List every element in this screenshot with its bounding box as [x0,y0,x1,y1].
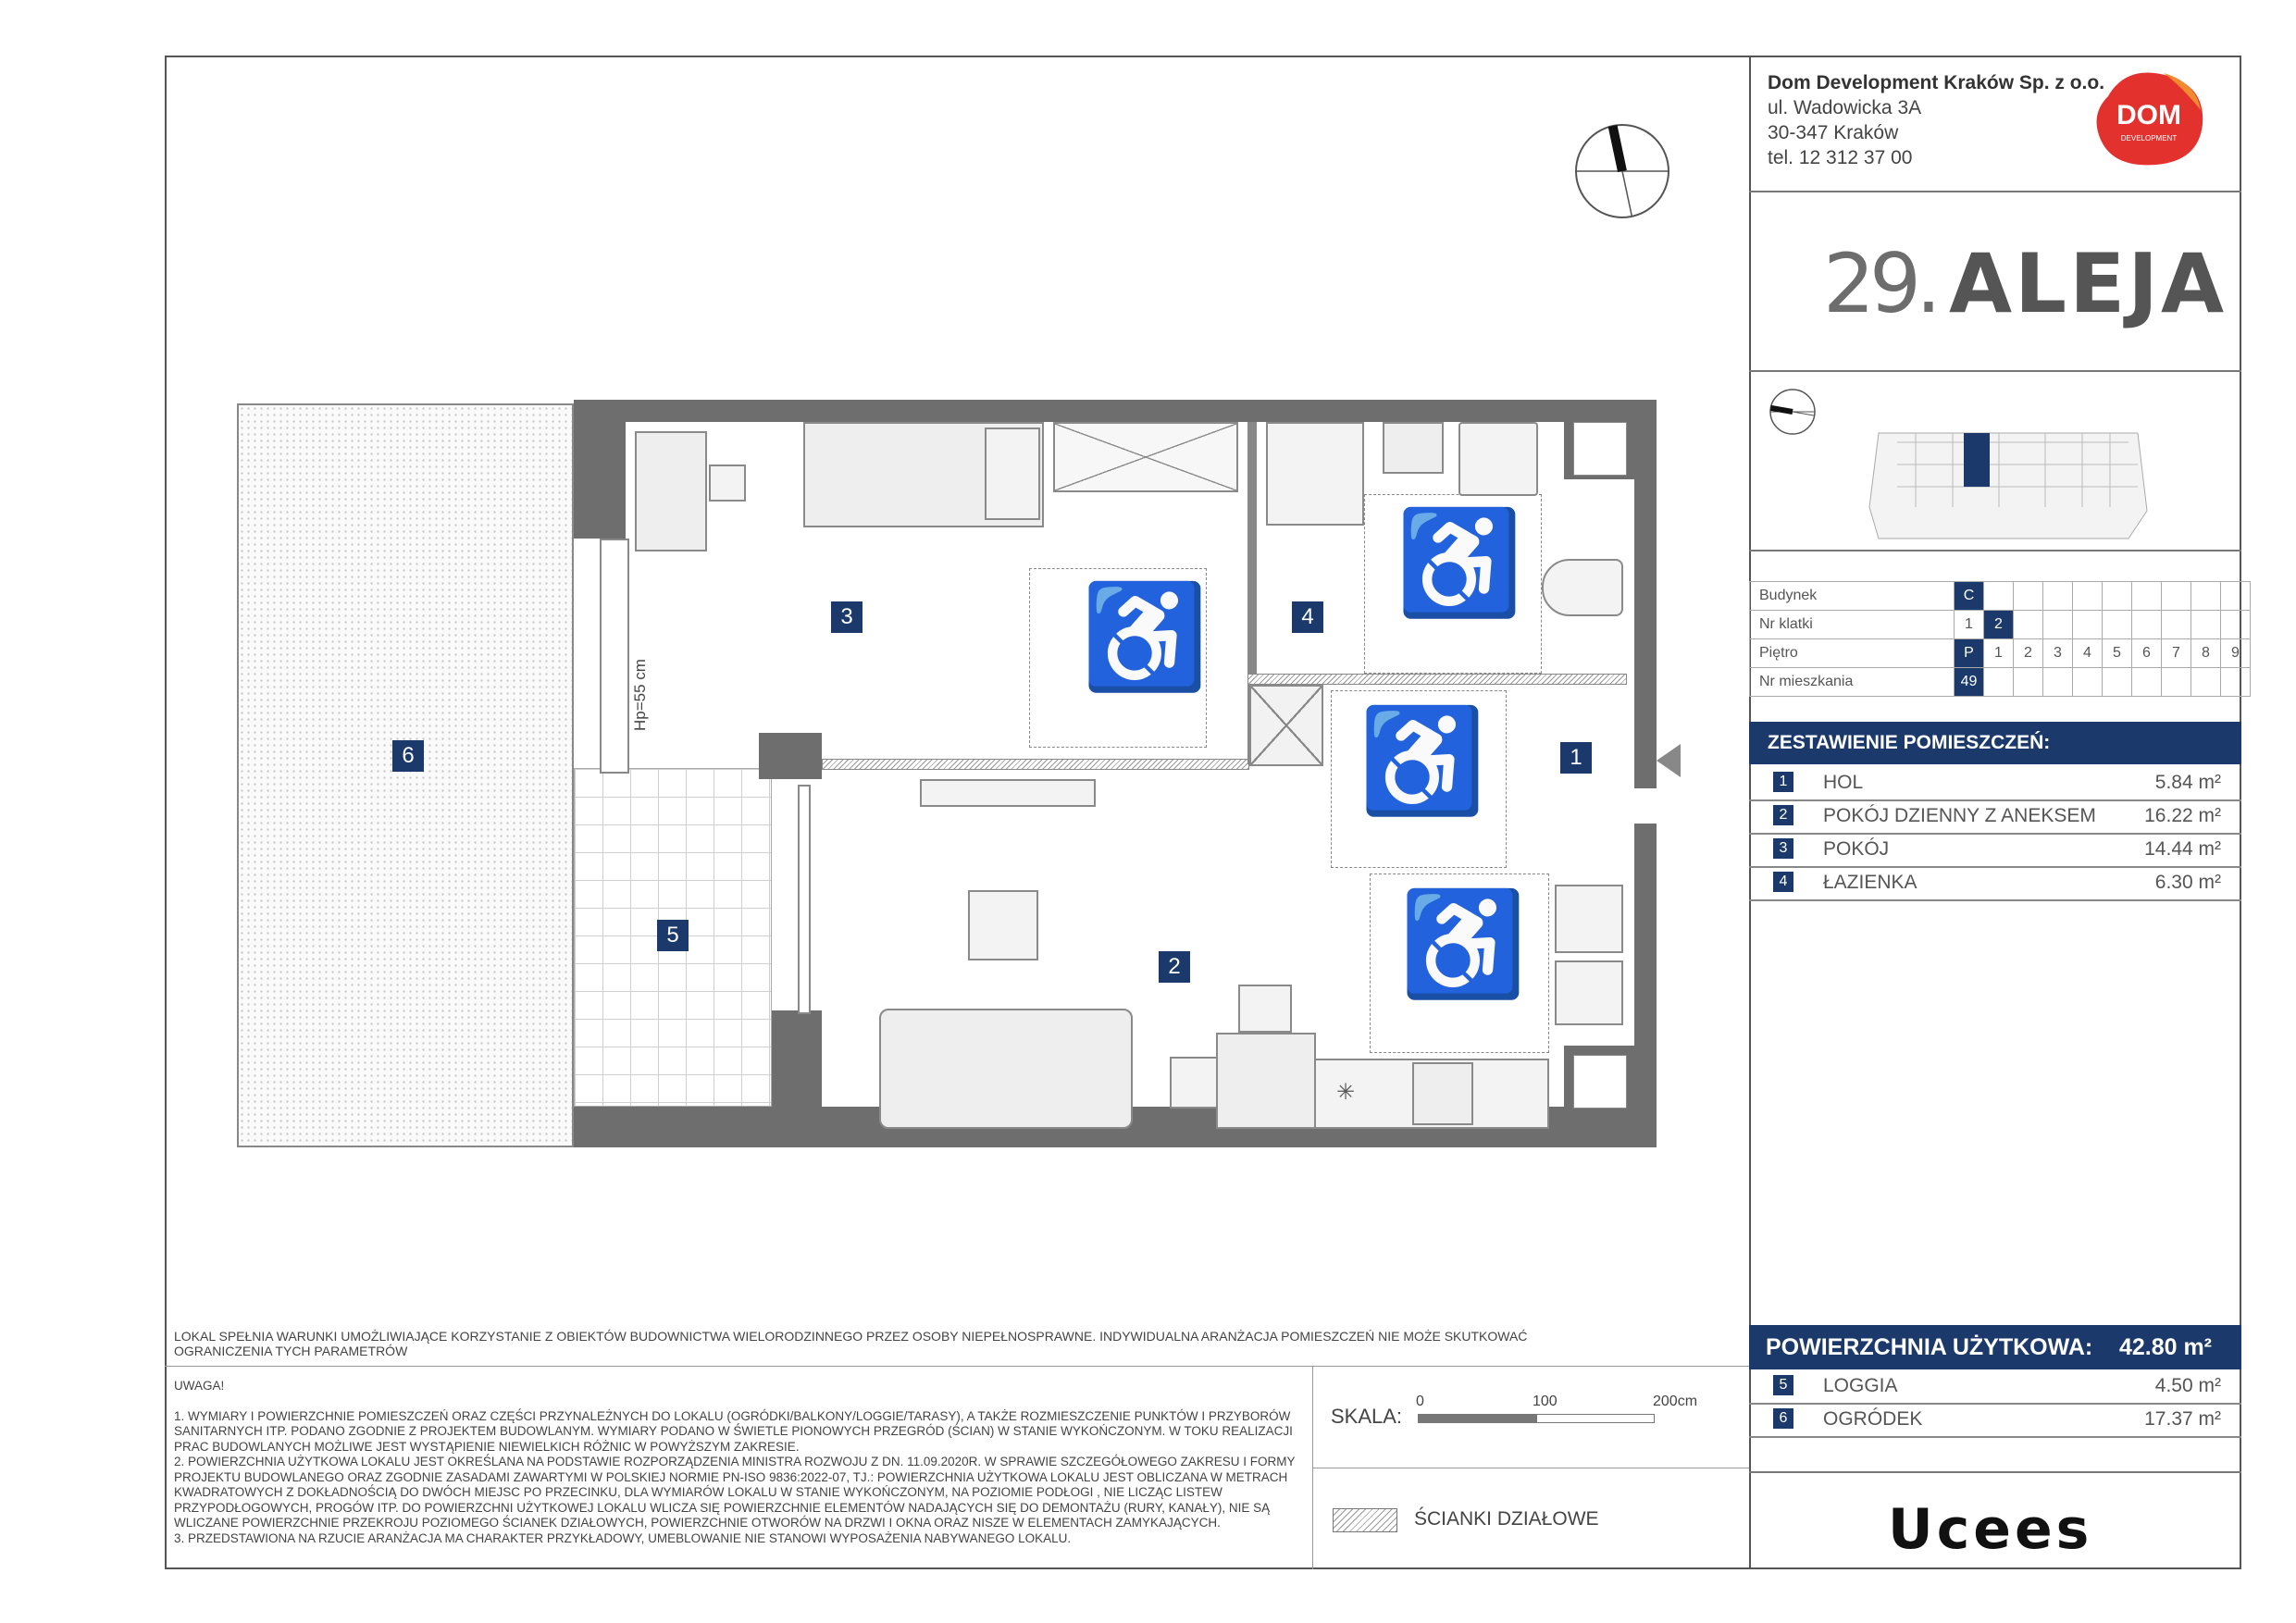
scale-tick-100: 100 [1533,1394,1558,1409]
room-row-area: 16.22 m² [2144,805,2221,826]
room-row-area: 14.44 m² [2144,838,2221,860]
dining-table [1216,1033,1316,1129]
floor-cell: 5 [2103,639,2132,668]
window-room3 [600,539,629,774]
company-phone: tel. 12 312 37 00 [1768,147,1913,168]
extra-row-index: 6 [1773,1408,1793,1429]
tv-console [920,779,1096,807]
room-number-3: 3 [831,601,863,633]
extra-row [1749,1369,2241,1405]
floor-cell: 4 [2073,639,2103,668]
room-row-area: 5.84 m² [2154,772,2221,793]
wall-column [759,733,822,779]
garden-area [237,403,574,1147]
building-value: C [1955,582,1984,611]
floor-cell: 3 [2043,639,2073,668]
stair-2: 2 [1984,611,2014,639]
extra-row-area: 4.50 m² [2154,1375,2221,1396]
floor-cell: 7 [2162,639,2191,668]
room-row-area: 6.30 m² [2154,872,2221,893]
partition-wall [822,759,1249,770]
room-row-index: 2 [1773,805,1793,825]
remarks-p3: 3. PRZEDSTAWIONA NA RZUCIE ARANŻACJA MA CHARAKTER PRZYKŁADOWY, UMEBLOWANIE NIE STANOWI WYPOSAŻENIA NABYWANEGO LOKALU. [174,1530,1072,1545]
wall-top [574,400,1657,422]
building-label: Budynek [1750,582,1955,611]
shaft-top [1573,422,1627,476]
apartment-info-table [1749,581,2251,697]
total-area-bar [1749,1325,2241,1369]
room-row [1749,833,2241,868]
extra-row [1749,1403,2241,1438]
company-street: ul. Wadowicka 3A [1768,97,1922,118]
floor-cell: 8 [2191,639,2221,668]
stair-1: 1 [1955,611,1984,639]
chair [709,465,746,502]
scale-bar [1418,1414,1655,1423]
flat-value: 49 [1955,668,1984,697]
kitchen-sink [1555,885,1623,953]
room-row [1749,866,2241,901]
extra-row-name: LOGGIA [1823,1375,1898,1396]
logo-main-text: DOM [2116,100,2181,130]
divider [165,1366,1749,1367]
remarks-title: UWAGA! [174,1379,225,1393]
window-living [798,785,811,1014]
extra-row-index: 5 [1773,1375,1793,1395]
remarks [174,1379,1305,1546]
floor-cell: 1 [1984,639,2014,668]
floor-cell: 9 [2221,639,2251,668]
stair-label: Nr klatki [1750,611,1955,639]
room-row-index: 3 [1773,838,1793,859]
scale-tick-0: 0 [1416,1394,1424,1409]
project-number: 29. [1823,236,1936,331]
pillow [985,427,1040,520]
company-name: Dom Development Kraków Sp. z o.o. [1768,72,2105,93]
room-number-1: 1 [1560,742,1592,774]
legend-walls-label: ŚCIANKI DZIAŁOWE [1414,1508,1599,1530]
extra-row-area: 17.37 m² [2144,1408,2221,1430]
divider [1749,370,2241,372]
wheelchair-icon: ♿ [1359,704,1485,818]
wardrobe [1053,422,1238,492]
coffee-table [968,890,1038,960]
fridge-icon: ✳ [1336,1080,1356,1105]
divider [1749,550,2241,551]
partition-hatch-swatch [1333,1508,1397,1532]
project-name: ALEJA [1948,236,2228,331]
desk [635,431,707,551]
remarks-p2: 2. POWIERZCHNIA UŻYTKOWA LOKALU JEST OKREŚLANA NA PODSTAWIE ROZPORZĄDZENIA MINISTRA ROZWOJU Z DN. 11.09.2020R. W SPRAWIE SZCZEGÓŁOWEGO ZAKRESU I FORMY PROJEKTU BUDOWLANEGO ORAZ ZGODNIE ZASADAMI ZAWARTYMI W POLSKIEJ NORMIE PN-ISO 9836:2022-07, TJ.: POWIERZCHNIA UŻYTKOWA LOKALU JEST OBLICZANA W METRACH KWADRATOWYCH Z DOKŁADNOŚCIĄ DO DWÓCH MIEJSC PO PRZECINKU, DLA WYMIARÓW LOKALU W STANIE WYKOŃCZONYM, NA POZIOMIE PODŁOGI , NIE LICZĄC LISTEW PRZYPODŁOGOWYCH, PROGÓW ITP. DO POWIERZCHNI UŻYTKOWEJ LOKALU WLICZA SIĘ POWIERZCHNIE ELEMENTÓW NADAJĄCYCH SIĘ DO DEMONTAŻU (RURY, KANAŁY), NIE SĄ WLICZANE POWIERZCHNIE PRZEKROJU POZIOMEGO ŚCIANEK DZIAŁOWYCH, POWIERZCHNIE OTWORÓW NA DRZWI I OKNA ORAZ NISZE W ELEMENTACH ZAMYKAJĄCYCH. [174,1455,1296,1530]
company-address [1768,70,2104,170]
oven [1555,960,1623,1025]
floor-cell: P [1955,639,1984,668]
hall-cabinet [1249,685,1323,766]
floor-label: Piętro [1750,639,1955,668]
room-row [1749,766,2241,801]
wall-loggia-pier [772,1010,822,1147]
shower [1266,422,1364,526]
flat-label: Nr mieszkania [1750,668,1955,697]
room-number-4: 4 [1292,601,1323,633]
room-row-index: 4 [1773,872,1793,892]
wheelchair-icon: ♿ [1081,580,1208,694]
extra-row-name: OGRÓDEK [1823,1408,1923,1430]
partition-bath-bottom [1247,674,1627,685]
room-row-name: ŁAZIENKA [1823,872,1917,893]
washing-machine [1458,422,1538,496]
wheelchair-icon: ♿ [1399,887,1526,1001]
total-area-value: 42.80 m² [2118,1334,2212,1360]
shaft-bottom [1573,1055,1627,1109]
door-height-label: Hp=55 cm [631,659,649,731]
divider [1749,1471,2241,1473]
company-city: 30-347 Kraków [1768,122,1899,143]
wheelchair-icon: ♿ [1396,506,1522,620]
total-area-label: POWIERZCHNIA UŻYTKOWA: [1766,1334,2093,1360]
sofa [879,1009,1133,1129]
chair [1170,1057,1218,1109]
room-row-name: HOL [1823,772,1864,793]
toilet [1542,559,1623,616]
room-number-6: 6 [392,740,424,772]
room-number-5: 5 [657,920,689,951]
wall-right-upper [1634,400,1657,788]
keyplan-compass-icon [1768,387,1818,437]
remarks-p1: 1. WYMIARY I POWIERZCHNIE POMIESZCZEŃ ORAZ CZĘŚCI PRZYNALEŻNYCH DO LOKALU (OGRÓDKI/BALKONY/LOGGIE/TARASY), A TAKŻE ROZMIESZCZENIE PUNKTÓW I PRZYBORÓW SANITARNYCH ITP. PODANO ZGODNIE Z PROJEKTEM BUDOWLANYM. WYMIARY PODANO W ŚWIETLE PIONOWYCH PRZEGRÓD (ŚCIAN) W STANIE WYKOŃCZONYM. W TOKU REALIZACJI PRAC BUDOWLANYCH MOŻLIWE JEST WYSTĄPIENIE NIEWIELKICH RÓŻNIC W POWYŻSZYM ZAKRESIE. [174,1408,1293,1454]
ucees-logo: Ucees [1888,1497,2093,1562]
accessibility-note: LOKAL SPEŁNIA WARUNKI UMOŻLIWIAJĄCE KORZYSTANIE Z OBIEKTÓW BUDOWNICTWA WIELORODZINNEGO PRZEZ OSOBY NIEPEŁNOSPRAWNE. INDYWIDUALNA ARANŻACJA POMIESZCZEŃ NIE MOŻE SKUTKOWAĆ OGRANICZENIA TYCH PARAMETRÓW [174,1329,1528,1358]
room-row-name: POKÓJ [1823,838,1890,860]
rooms-header: ZESTAWIENIE POMIESZCZEŃ: [1749,722,2241,764]
compass-icon [1571,120,1673,222]
floor-cell: 6 [2132,639,2162,668]
washbasin [1383,422,1444,474]
dom-development-logo [2090,68,2210,170]
floor-cell: 2 [2014,639,2043,668]
room-row-index: 1 [1773,772,1793,792]
room-row [1749,799,2241,835]
entrance-arrow-icon [1657,744,1681,777]
chair [1238,985,1292,1033]
project-logo [1823,236,2227,331]
logo-sub-text: DEVELOPMENT [2120,134,2178,142]
room-row-name: POKÓJ DZIENNY Z ANEKSEM [1823,805,2096,826]
scale-tick-200: 200cm [1653,1394,1698,1409]
building-key-plan [1860,427,2156,542]
wall-right-lower [1634,824,1657,1147]
room-number-2: 2 [1159,951,1190,983]
cooktop [1412,1062,1473,1125]
wall-left-upper [574,400,626,539]
scale-label: SKALA: [1331,1405,1403,1428]
divider [1749,191,2241,192]
